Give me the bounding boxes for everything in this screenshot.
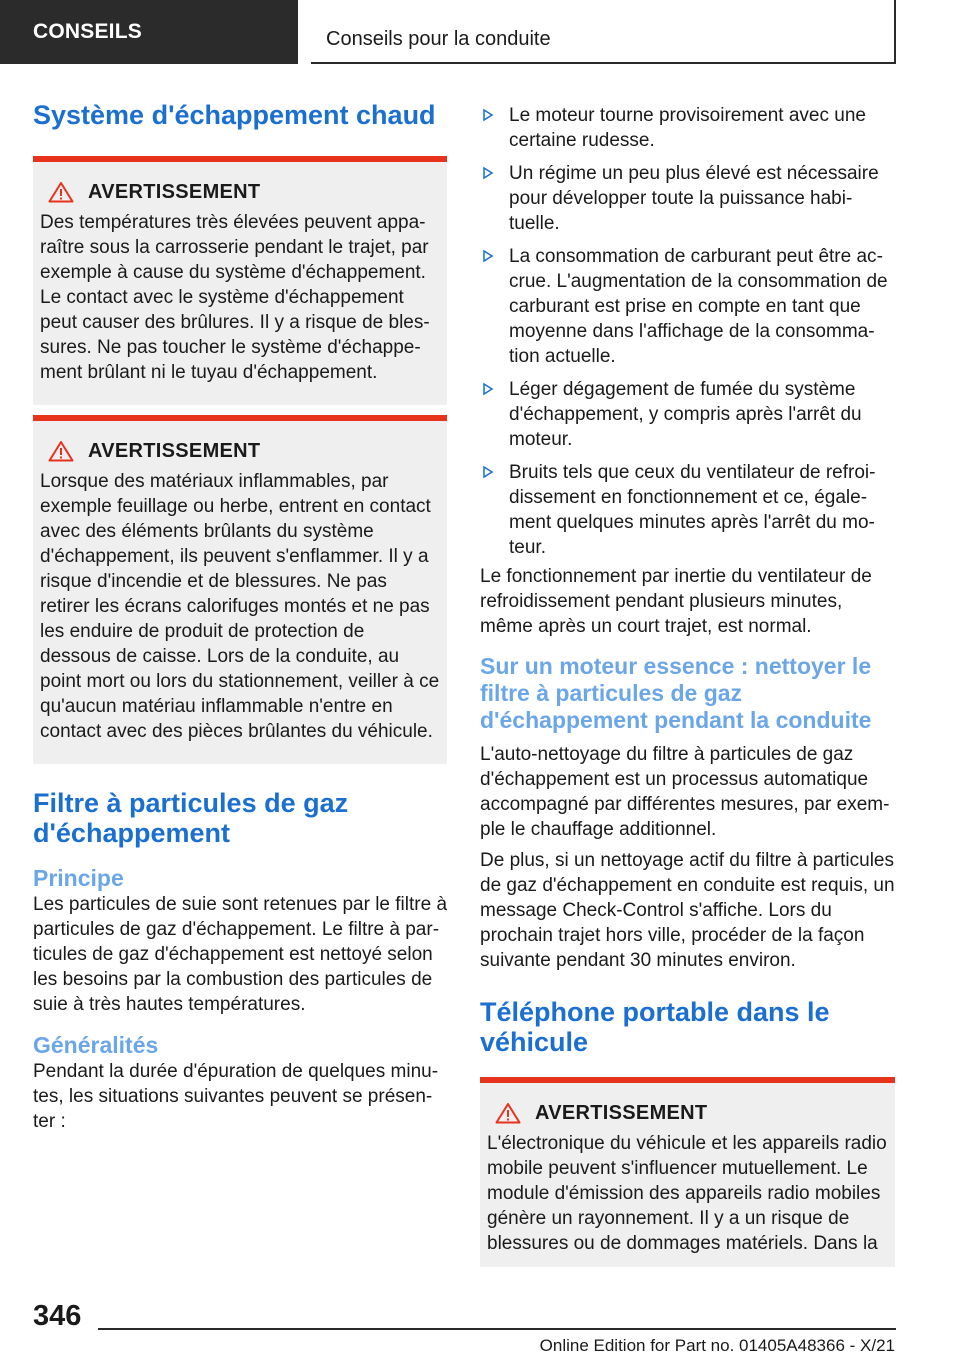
list-item: [480, 460, 895, 560]
warning-label: AVERTISSEMENT: [88, 180, 261, 203]
subheading-principe: Principe: [33, 865, 124, 891]
warning-header: [48, 437, 440, 465]
heading-particulate-filter: Filtre à particules de gaz d'échappement: [33, 788, 349, 848]
right-column: [480, 103, 895, 1267]
warning-triangle-icon: [48, 440, 74, 462]
paragraph-active-cleaning: De plus, si un nettoyage actif du filtre à particules de gaz d'échappement en conduite est requis, un message Check-Control s'affiche. Lors du prochain trajet hors ville, procéder de la façon suivante pendant 30 minutes environ.: [480, 850, 895, 971]
list-item-text: Le moteur tourne provisoirement avec une certaine rudesse.: [509, 105, 866, 151]
list-item-text: Léger dégagement de fumée du système d'échappement, y compris après l'arrêt du moteur.: [509, 379, 862, 450]
warning-label: AVERTISSEMENT: [535, 1101, 708, 1124]
warning-triangle-icon: [495, 1102, 521, 1124]
paragraph-self-cleaning: L'auto-nettoyage du filtre à particules de gaz d'échappement est un processus automatique accompagné par différentes mesures, par exemple le chauffage additionnel.: [480, 744, 890, 840]
warning-text: L'électronique du véhicule et les appareils radio mobile peuvent s'influencer mutuellement. Le module d'émission des appareils radio mobiles génère un rayonnement. Il y a un risque de blessures ou de dommages matériels. Dans la: [487, 1133, 887, 1254]
list-item: [480, 103, 895, 153]
paragraph-principe: Les particules de suie sont retenues par le filtre à particules de gaz d'échappement. Le filtre à particules de gaz d'échappement est nettoyé selon les besoins par la combustion des particules de suie à très hautes températures.: [33, 894, 448, 1015]
paragraph-generalites: Pendant la durée d'épuration de quelques minutes, les situations suivantes peuvent se présenter :: [33, 1061, 439, 1132]
triangle-bullet-icon: [480, 461, 496, 483]
warning-text: Lorsque des matériaux inflammables, par exemple feuillage ou herbe, entrent en contact avec des éléments brûlants du système d'échappement, ils peuvent s'enflammer. Il y a risque d'incendie et de blessures. Ne pas retirer les écrans calorifuges montés et ne pas les enduire de produit de protection de dessous de caisse. Lors de la conduite, au point mort ou lors du stationnement, veiller à ce qu'aucun matériau inflammable n'entre en contact avec des pièces brûlantes du véhicule.: [40, 471, 440, 742]
paragraph-fan-runon: Le fonctionnement par inertie du ventilateur de refroidissement pendant plusieurs minutes, même après un court trajet, est normal.: [480, 566, 872, 637]
list-item-text: La consommation de carburant peut être accrue. L'augmentation de la consommation de carburant est prise en compte en tant que moyenne dans l'affichage de la consommation actuelle.: [509, 246, 888, 367]
heading-mobile-phone: Téléphone portable dans le véhicule: [480, 997, 830, 1057]
triangle-bullet-icon: [480, 162, 496, 184]
warning-label: AVERTISSEMENT: [88, 439, 261, 462]
edition-note: Online Edition for Part no. 01405A48366 - X/21: [539, 1336, 895, 1355]
list-item-text: Bruits tels que ceux du ventilateur de refroidissement en fonctionnement et ce, également quelques minutes après l'arrêt du moteur.: [509, 462, 876, 558]
warning-box-2: [33, 415, 447, 764]
warning-triangle-icon: [48, 181, 74, 203]
warning-header: [495, 1099, 888, 1127]
left-column: [33, 100, 447, 1134]
heading-hot-exhaust: Système d'échappement chaud: [33, 100, 436, 130]
warning-box-3: [480, 1077, 895, 1267]
list-item: [480, 161, 895, 236]
list-item: [480, 377, 895, 452]
warning-header: [48, 178, 440, 206]
warning-text: Des températures très élevées peuvent apparaître sous la carrosserie pendant le trajet, par exemple à cause du système d'échappement. Le contact avec le système d'échappement peut causer des brûlures. Il y a risque de blessures. Ne pas toucher le système d'échappement brûlant ni le tuyau d'échappement.: [40, 212, 430, 383]
subheading-generalites: Généralités: [33, 1032, 159, 1058]
footer-divider: [98, 1328, 896, 1330]
warning-box-1: [33, 156, 447, 405]
subheading-petrol-cleaning: Sur un moteur essence : nettoyer le filtre à particules de gaz d'échappement pendant la conduite: [480, 653, 872, 733]
chapter-title: Conseils pour la conduite: [311, 0, 896, 64]
list-item-text: Un régime un peu plus élevé est nécessaire pour développer toute la puissance habituelle.: [509, 163, 879, 234]
triangle-bullet-icon: [480, 378, 496, 400]
page-number: 346: [33, 1300, 82, 1332]
situations-list: [480, 103, 895, 560]
triangle-bullet-icon: [480, 245, 496, 267]
section-tab: CONSEILS: [0, 0, 298, 64]
list-item: [480, 244, 895, 369]
triangle-bullet-icon: [480, 104, 496, 126]
